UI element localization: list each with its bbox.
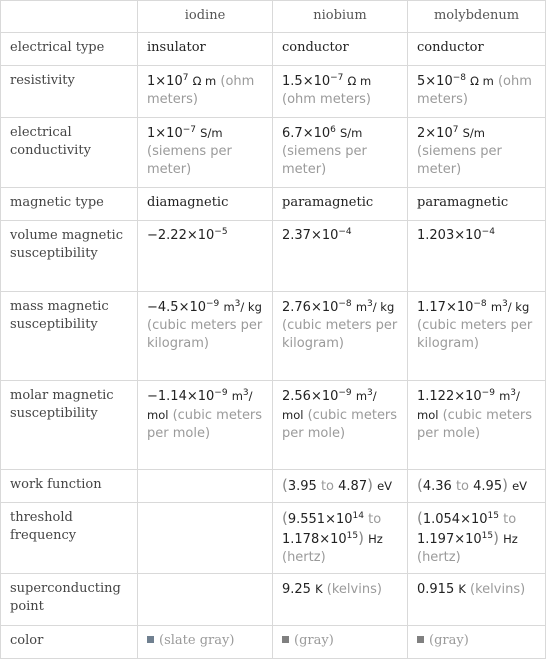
niobium-electrical-type: conductor [273,33,408,66]
niobium-electrical-conductivity: $6.7\times 10^6$ S/m (siemens per meter) [273,118,408,188]
table-row [1,381,546,470]
row-label-work-function: work function [1,470,138,503]
table-row [1,292,546,381]
molybdenum-superconducting-point: 0.915 K (kelvins) [408,574,546,626]
niobium-color: (gray) [273,626,408,659]
table-row [1,503,546,574]
row-label-molar-magnetic-susceptibility: molar magnetic susceptibility [1,381,138,470]
molybdenum-volume-magnetic-susceptibility: $1.203\times 10^{-4}$ [408,221,546,292]
niobium-volume-magnetic-susceptibility: $2.37\times 10^{-4}$ [273,221,408,292]
iodine-mass-magnetic-susceptibility: $-4.5\times 10^{-9}$ $m^3/$ kg (cubic meters per kilogram) [138,292,273,381]
header-molybdenum: molybdenum [408,1,546,33]
row-label-mass-magnetic-susceptibility: mass magnetic susceptibility [1,292,138,381]
molybdenum-threshold-frequency: ($1.054\times 10^{15}$ to $1.197\times 10^{15}$) Hz (hertz) [408,503,546,574]
molybdenum-mass-magnetic-susceptibility: $1.17\times 10^{-8}$ $m^3/$ kg (cubic meters per kilogram) [408,292,546,381]
table-row [1,470,546,503]
table-row [1,221,546,292]
iodine-resistivity: $1\times 10^7$ Ω m (ohm meters) [138,66,273,118]
niobium-threshold-frequency: ($9.551\times 10^{14}$ to $1.178\times 10^{15}$) Hz (hertz) [273,503,408,574]
table-row [1,574,546,626]
iodine-superconducting-point [138,574,273,626]
table-row [1,33,546,66]
iodine-molar-magnetic-susceptibility: $-1.14\times 10^{-9}$ $m^3/$ mol (cubic meters per mole) [138,381,273,470]
row-label-resistivity: resistivity [1,66,138,118]
table-row [1,188,546,221]
table-row [1,118,546,188]
row-label-electrical-type: electrical type [1,33,138,66]
molybdenum-work-function: (4.36 to 4.95) eV [408,470,546,503]
table-row [1,66,546,118]
gray-swatch-icon [282,636,289,643]
header-niobium: niobium [273,1,408,33]
iodine-threshold-frequency [138,503,273,574]
iodine-electrical-conductivity: $1\times 10^{-7}$ S/m (siemens per meter) [138,118,273,188]
gray-swatch-icon [417,636,424,643]
molybdenum-electrical-type: conductor [408,33,546,66]
molybdenum-resistivity: $5\times 10^{-8}$ Ω m (ohm meters) [408,66,546,118]
row-label-threshold-frequency: threshold frequency [1,503,138,574]
table-row [1,626,546,659]
slate-gray-swatch-icon [147,636,154,643]
iodine-volume-magnetic-susceptibility: $-2.22\times 10^{-5}$ [138,221,273,292]
header-iodine: iodine [138,1,273,33]
row-label-volume-magnetic-susceptibility: volume magnetic susceptibility [1,221,138,292]
iodine-work-function [138,470,273,503]
niobium-mass-magnetic-susceptibility: $2.76\times 10^{-8}$ $m^3/$ kg (cubic meters per kilogram) [273,292,408,381]
molybdenum-molar-magnetic-susceptibility: $1.122\times 10^{-9}$ $m^3/$ mol (cubic meters per mole) [408,381,546,470]
molybdenum-color: (gray) [408,626,546,659]
molybdenum-magnetic-type: paramagnetic [408,188,546,221]
niobium-work-function: (3.95 to 4.87) eV [273,470,408,503]
iodine-electrical-type: insulator [138,33,273,66]
row-label-superconducting-point: superconducting point [1,574,138,626]
row-label-electrical-conductivity: electrical conductivity [1,118,138,188]
niobium-molar-magnetic-susceptibility: $2.56\times 10^{-9}$ $m^3/$ mol (cubic meters per mole) [273,381,408,470]
iodine-color: (slate gray) [138,626,273,659]
table-header-row [1,1,546,33]
niobium-magnetic-type: paramagnetic [273,188,408,221]
row-label-magnetic-type: magnetic type [1,188,138,221]
iodine-magnetic-type: diamagnetic [138,188,273,221]
niobium-resistivity: $1.5\times 10^{-7}$ Ω m (ohm meters) [273,66,408,118]
niobium-superconducting-point: 9.25 K (kelvins) [273,574,408,626]
row-label-color: color [1,626,138,659]
molybdenum-electrical-conductivity: $2\times 10^7$ S/m (siemens per meter) [408,118,546,188]
corner-cell [1,1,138,33]
